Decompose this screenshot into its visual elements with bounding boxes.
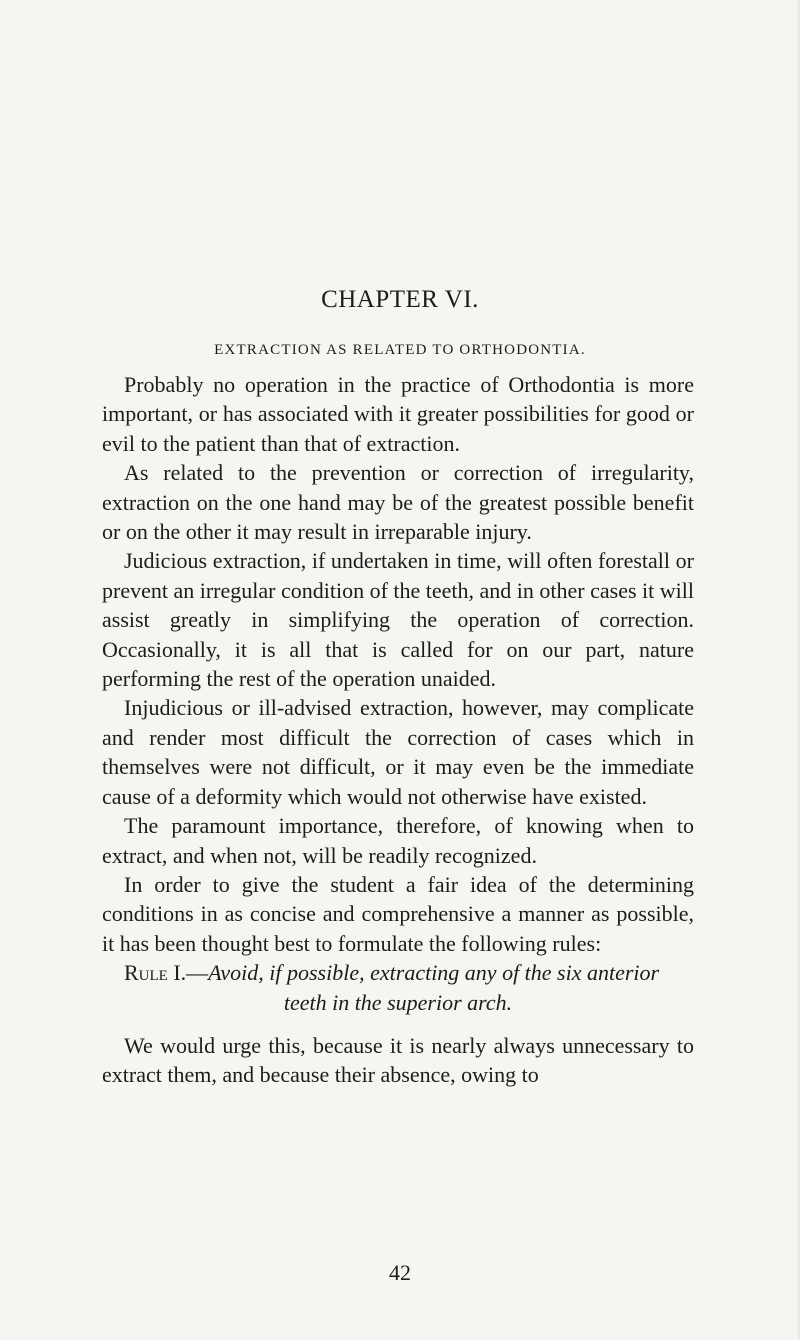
chapter-title: CHAPTER VI. bbox=[321, 286, 479, 313]
body-text bbox=[102, 370, 694, 1090]
paragraph-6: In order to give the student a fair idea of the determining conditions in as concise and comprehensive a manner as possible, it has been thought best to formulate the following rules: bbox=[102, 871, 694, 956]
rule-label: Rule I. bbox=[124, 960, 187, 986]
paragraph-4: Injudicious or ill-advised extraction, however, may complicate and render most difficult the correction of cases which in themselves were not difficult, or it may even be the immediate cause of a deformity which would not otherwise have existed. bbox=[102, 695, 694, 809]
page-number: 42 bbox=[389, 1260, 411, 1285]
page-edge bbox=[796, 0, 800, 1340]
rule-1 bbox=[102, 958, 694, 1017]
paragraph-after-rule: We would urge this, because it is nearly always unnecessary to extract them, and because their absence, owing to bbox=[102, 1032, 694, 1088]
paragraph-1: Probably no operation in the practice of Orthodontia is more important, or has associated with it greater possibilities for good or evil to the patient than that of extraction. bbox=[102, 372, 694, 456]
rule-text-line-2: teeth in the superior arch. bbox=[283, 989, 513, 1015]
paragraph-5: The paramount importance, therefore, of knowing when to extract, and when not, will be readily recognized. bbox=[102, 813, 694, 868]
paragraph-2: As related to the prevention or correction of irregularity, extraction on the one hand may be of the greatest possible benefit or on the other it may result in irreparable injury. bbox=[102, 460, 694, 545]
chapter-subtitle: EXTRACTION AS RELATED TO ORTHODONTIA. bbox=[214, 342, 586, 358]
paragraph-3: Judicious extraction, if undertaken in time, will often forestall or prevent an irregular condition of the teeth, and in other cases it will assist greatly in simplifying the operation of correction. Occasionally, it is all that is called for on our part, nature performing the rest of the operation unaided. bbox=[102, 548, 694, 692]
rule-text-line-1: Avoid, if possible, extracting any of the six anterior bbox=[208, 960, 660, 986]
rule-dash: — bbox=[186, 960, 209, 986]
